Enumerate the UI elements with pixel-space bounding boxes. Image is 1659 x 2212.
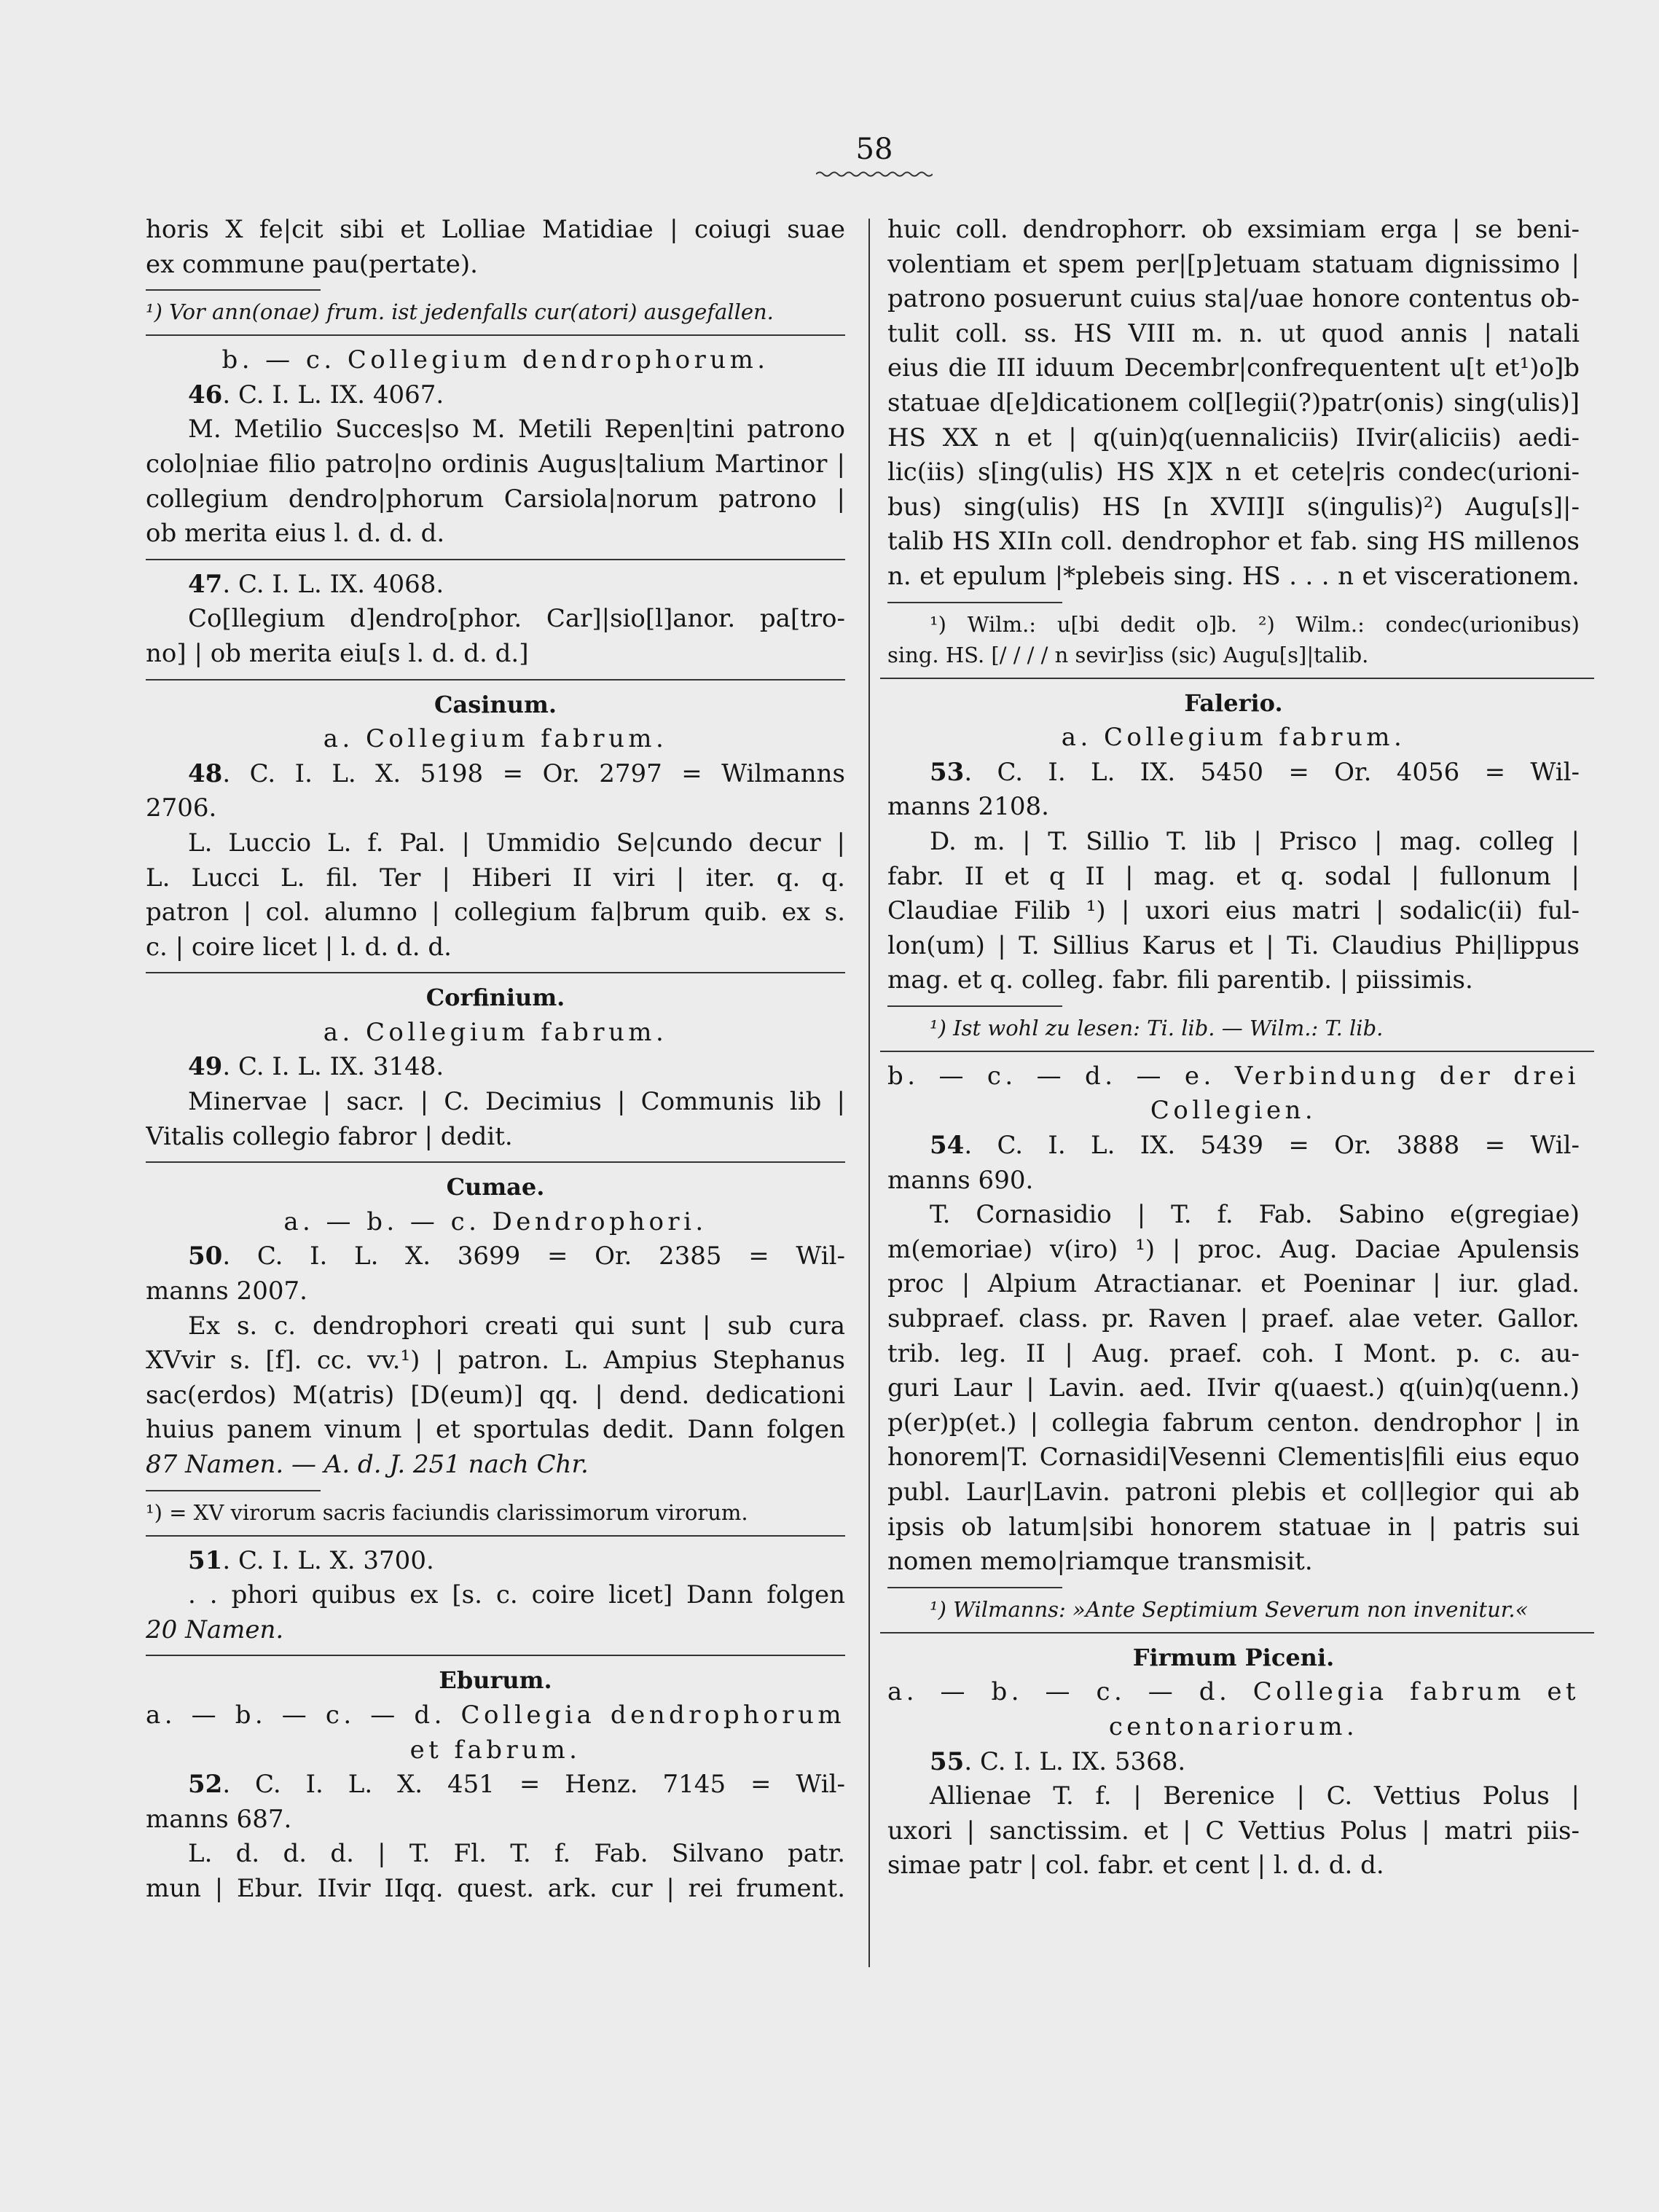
text-line: eius die III iduum Decembr|confrequentent u[t et¹)o]b	[887, 353, 1580, 383]
subsection-heading: centonariorum.	[1108, 1711, 1359, 1741]
text-line: 2706.	[146, 793, 217, 823]
text-line: 87 Namen. — A. d. J. 251 nach Chr.	[146, 1450, 589, 1479]
text-line: horis X fe|cit sibi et Lolliae Matidiae | coiugi suae	[146, 215, 845, 244]
footnote-rule	[887, 1587, 1062, 1588]
left-column	[146, 213, 845, 1907]
text-line: Vitalis collegio fabror | dedit.	[146, 1121, 513, 1151]
subsection-heading: et fabrum.	[409, 1735, 581, 1765]
text-line: colo|niae filio patro|no ordinis Augus|talium Martinor |	[146, 449, 845, 479]
text-line: XVvir s. [f]. cc. vv.¹) | patron. L. Ampius Stephanus	[146, 1346, 845, 1376]
inscription-ref: 55. C. I. L. IX. 5368.	[930, 1746, 1186, 1776]
entry-rule	[146, 559, 845, 560]
text-line: manns 690.	[887, 1165, 1034, 1195]
footnote: ¹) Wilmanns: »Ante Septimium Severum non invenitur.«	[930, 1596, 1529, 1622]
subsection-heading: Collegien.	[1150, 1096, 1317, 1126]
text-line: L. Lucci L. fil. Ter | Hiberi II viri | iter. q. q.	[146, 863, 845, 893]
subsection-heading: a. — b. — c. — d. Collegia dendrophorum	[146, 1700, 845, 1730]
inscription-ref: 51. C. I. L. X. 3700.	[188, 1545, 434, 1575]
text-line: n. et epulum |*plebeis sing. HS . . . n et viscerationem.	[887, 561, 1580, 591]
text-line: ipsis ob latum|sibi honorem statuae in | patris sui	[887, 1512, 1580, 1542]
text-line: uxori | sanctissim. et | C Vettius Polus | matri piis-	[887, 1816, 1580, 1846]
inscription-ref: 50. C. I. L. X. 3699 = Or. 2385 = Wil-	[188, 1242, 845, 1271]
text-line: Claudiae Filib ¹) | uxori eius matri | sodalic(ii) ful-	[887, 896, 1580, 926]
text-line: lon(um) | T. Sillius Karus et | Ti. Claudius Phi|lippus	[887, 930, 1580, 960]
text-line: D. m. | T. Sillio T. lib | Prisco | mag. colleg |	[930, 826, 1580, 856]
text-line: M. Metilio Succes|so M. Metili Repen|tini patrono	[188, 415, 845, 444]
text-line: publ. Laur|Lavin. patroni plebis et col|legior qui ab	[887, 1478, 1580, 1507]
subsection-heading: a. Collegium fabrum.	[323, 724, 668, 754]
town-heading: Firmum Piceni.	[1132, 1643, 1335, 1671]
inscription-ref: 54. C. I. L. IX. 5439 = Or. 3888 = Wil-	[930, 1131, 1580, 1161]
text-line: volentiam et spem per|[p]etuam statuam dignissimo |	[887, 249, 1580, 279]
text-line: tulit coll. ss. HS VIII m. n. ut quod annis | natali	[887, 318, 1580, 348]
text-line: nomen memo|riamque transmisit.	[887, 1547, 1313, 1577]
inscription-number: 53	[930, 757, 965, 787]
text-line: 20 Namen.	[146, 1615, 284, 1644]
text-line: HS XX n et | q(uin)q(uennaliciis) IIvir(aliciis) aedi-	[887, 423, 1580, 452]
section-rule	[146, 679, 845, 681]
inscription-ref: 53. C. I. L. IX. 5450 = Or. 4056 = Wil-	[930, 757, 1580, 787]
inscription-number: 54	[930, 1131, 965, 1161]
text-line: L. d. d. d. | T. Fl. T. f. Fab. Silvano patr.	[188, 1839, 845, 1869]
text-line: Co[llegium d]endro[phor. Car]|sio[l]anor. pa[tro-	[188, 604, 845, 634]
inscription-ref: 46. C. I. L. IX. 4067.	[188, 380, 444, 409]
text-line: subpraef. class. pr. Raven | praef. alae veter. Gallor.	[887, 1304, 1580, 1334]
text-line: patrono posuerunt cuius sta|/uae honore contentus ob-	[887, 284, 1580, 314]
text-line: bus) sing(ulis) HS [n XVII]I s(ingulis)²) Augu[s]|-	[887, 492, 1580, 522]
town-heading: Corfinium.	[425, 984, 565, 1012]
inscription-number: 55	[930, 1746, 965, 1776]
page-number-ornament	[816, 169, 933, 179]
inscription-ref: 52. C. I. L. X. 451 = Henz. 7145 = Wil-	[188, 1770, 845, 1800]
column-divider	[868, 219, 870, 1967]
inscription-ref: 49. C. I. L. IX. 3148.	[188, 1052, 444, 1082]
text-line: lic(iis) s[ing(ulis) HS X]X n et cete|ris condec(urioni-	[887, 458, 1580, 487]
inscription-number: 49	[188, 1052, 223, 1082]
text-line: sac(erdos) M(atris) [D(eum)] qq. | dend. dedicationi	[146, 1380, 845, 1410]
text-line: mun | Ebur. IIvir IIqq. quest. ark. cur | rei frument.	[146, 1873, 845, 1903]
text-line: collegium dendro|phorum Carsiola|norum patrono |	[146, 484, 845, 514]
footnote: ¹) Vor ann(onae) frum. ist jedenfalls cur(atori) ausgefallen.	[146, 299, 774, 325]
subsection-heading: a. — b. — c. — d. Collegia fabrum et	[887, 1677, 1580, 1707]
text-line: ex commune pau(pertate).	[146, 249, 478, 279]
text-line: L. Luccio L. f. Pal. | Ummidio Se|cundo decur |	[188, 828, 845, 858]
text-line: mag. et q. colleg. fabr. fili parentib. | piissimis.	[887, 965, 1473, 995]
text-line: trib. leg. II | Aug. praef. coh. I Mont. p. c. au-	[887, 1338, 1580, 1368]
text-line: huius panem vinum | et sportulas dedit. Dann folgen	[146, 1415, 845, 1445]
text-line: honorem|T. Cornasidi|Vesenni Clementis|fili eius equo	[887, 1443, 1580, 1472]
subsection-heading: b. — c. — d. — e. Verbindung der drei	[887, 1061, 1580, 1091]
text-line: manns 2007.	[146, 1276, 307, 1306]
subsection-heading: a. Collegium fabrum.	[323, 1017, 668, 1047]
text-line: manns 2108.	[887, 792, 1049, 822]
town-heading: Eburum.	[439, 1666, 552, 1695]
text-line: m(emoriae) v(iro) ¹) | proc. Aug. Daciae Apulensis	[887, 1234, 1580, 1264]
section-rule	[880, 678, 1594, 679]
text-line: c. | coire licet | l. d. d. d.	[146, 932, 452, 962]
subsection-heading: a. Collegium fabrum.	[1061, 723, 1406, 753]
text-line: . . phori quibus ex [s. c. coire licet] Dann folgen	[188, 1580, 845, 1610]
inscription-number: 48	[188, 758, 223, 788]
entry-rule	[146, 1535, 845, 1537]
subsection-heading: a. — b. — c. Dendrophori.	[283, 1207, 707, 1236]
entry-rule	[880, 1051, 1594, 1052]
inscription-number: 46	[188, 380, 223, 409]
text-line: no] | ob merita eiu[s l. d. d. d.]	[146, 638, 529, 668]
inscription-ref: 47. C. I. L. IX. 4068.	[188, 569, 444, 599]
text-line: talib HS XIIn coll. dendrophor et fab. sing HS millenos	[887, 527, 1580, 557]
text-line: Minervae | sacr. | C. Decimius | Communis lib |	[188, 1087, 845, 1117]
inscription-number: 47	[188, 569, 223, 599]
footnote-rule	[146, 1490, 321, 1491]
town-heading: Falerio.	[1184, 689, 1283, 717]
right-column	[887, 213, 1580, 1883]
footnote-rule	[887, 1005, 1062, 1007]
inscription-number: 51	[188, 1545, 223, 1575]
section-rule	[146, 1655, 845, 1656]
section-rule	[146, 334, 845, 336]
text-line: huic coll. dendrophorr. ob exsimiam erga | se beni-	[887, 215, 1580, 244]
text-line: statuae d[e]dicationem col[legii(?)patr(onis) sing(ulis)]	[887, 388, 1580, 417]
inscription-number: 52	[188, 1770, 223, 1800]
text-line: Ex s. c. dendrophori creati qui sunt | sub cura	[188, 1311, 845, 1341]
text-line: p(er)p(et.) | collegia fabrum centon. dendrophor | in	[887, 1408, 1580, 1438]
text-line: ob merita eius l. d. d. d.	[146, 519, 445, 549]
page-number: 58	[855, 133, 893, 166]
inscription-ref: 48. C. I. L. X. 5198 = Or. 2797 = Wilmanns	[188, 758, 845, 788]
text-line: simae patr | col. fabr. et cent | l. d. d. d.	[887, 1851, 1384, 1880]
footnote-rule	[887, 602, 1062, 603]
text-line: guri Laur | Lavin. aed. IIvir q(uaest.) q(uin)q(uenn.)	[887, 1373, 1580, 1403]
text-line: T. Cornasidio | T. f. Fab. Sabino e(gregiae)	[930, 1200, 1580, 1230]
text-line: fabr. II et q II | mag. et q. sodal | fullonum |	[887, 861, 1580, 891]
text-line: proc | Alpium Atractianar. et Poeninar | iur. glad.	[887, 1269, 1580, 1299]
text-line: manns 687.	[146, 1804, 292, 1834]
section-rule	[146, 972, 845, 973]
footnote: ¹) = XV virorum sacris faciundis clarissimorum virorum.	[146, 1499, 748, 1525]
town-heading: Casinum.	[434, 690, 557, 718]
town-heading: Cumae.	[446, 1173, 545, 1201]
section-rule	[880, 1632, 1594, 1633]
subsection-heading: b. — c. Collegium dendrophorum.	[221, 345, 769, 375]
section-rule	[146, 1161, 845, 1163]
footnote: ¹) Ist wohl zu lesen: Ti. lib. — Wilm.: T. lib.	[930, 1015, 1384, 1040]
text-line: patron | col. alumno | collegium fa|brum quib. ex s.	[146, 898, 845, 927]
footnote: sing. HS. [/ / / / n sevir]iss (sic) Augu[s]|talib.	[887, 642, 1369, 667]
footnote: ¹) Wilm.: u[bi dedit o]b. ²) Wilm.: condec(urionibus)	[930, 611, 1580, 637]
text-line: Allienae T. f. | Berenice | C. Vettius Polus |	[930, 1781, 1580, 1811]
inscription-number: 50	[188, 1242, 223, 1271]
footnote-rule	[146, 289, 321, 291]
